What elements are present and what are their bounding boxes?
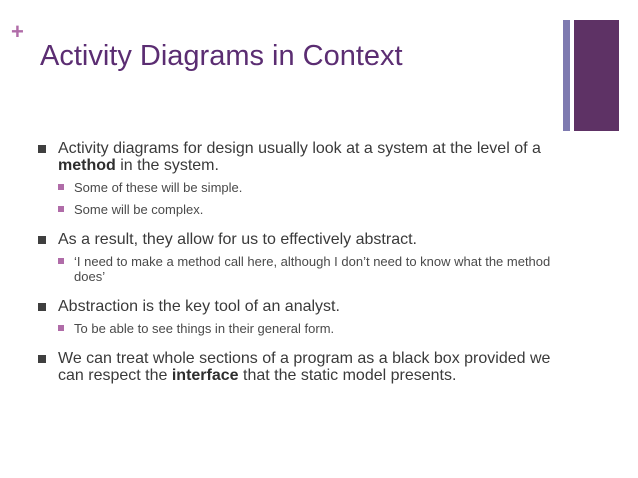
square-sub-bullet-icon — [58, 206, 64, 212]
bullet-text: We can treat whole sections of a program as a black box provided we can respect the — [58, 350, 551, 384]
sub-bullet-item — [36, 180, 558, 195]
square-bullet-icon — [38, 355, 46, 363]
square-sub-bullet-icon — [58, 258, 64, 264]
sub-bullet-item — [36, 321, 558, 336]
plus-icon: + — [11, 19, 24, 44]
square-sub-bullet-icon — [58, 184, 64, 190]
bullet-emphasis: method — [58, 157, 116, 174]
bullet-text: in the system. — [115, 157, 219, 174]
square-bullet-icon — [38, 236, 46, 244]
sub-bullet-item — [36, 254, 558, 284]
bullet-item — [36, 140, 558, 174]
bullet-text: As a result, they allow for us to effectively abstract. — [58, 231, 417, 248]
accent-bar-thick — [574, 20, 619, 131]
slide-title: Activity Diagrams in Context — [40, 40, 403, 72]
sub-bullet-text: To be able to see things in their general form. — [74, 321, 335, 336]
square-sub-bullet-icon — [58, 325, 64, 331]
bullet-item — [36, 350, 558, 384]
sub-bullet-text: Some of these will be simple. — [74, 180, 243, 195]
bullet-item — [36, 298, 558, 315]
sub-bullet-text: Some will be complex. — [74, 202, 204, 217]
bullet-text: Activity diagrams for design usually look at a system at the level of a — [58, 140, 541, 157]
bullet-text: that the static model presents. — [238, 367, 457, 384]
bullet-item — [36, 231, 558, 248]
bullet-emphasis: interface — [171, 367, 239, 384]
sub-bullet-item — [36, 202, 558, 217]
bullet-text: Abstraction is the key tool of an analyst. — [58, 298, 340, 315]
bullet-list — [36, 140, 558, 384]
sub-bullet-text: ‘I need to make a method call here, although I don’t need to know what the method does’ — [74, 254, 551, 284]
accent-bar-thin — [563, 20, 570, 131]
square-bullet-icon — [38, 303, 46, 311]
square-bullet-icon — [38, 145, 46, 153]
